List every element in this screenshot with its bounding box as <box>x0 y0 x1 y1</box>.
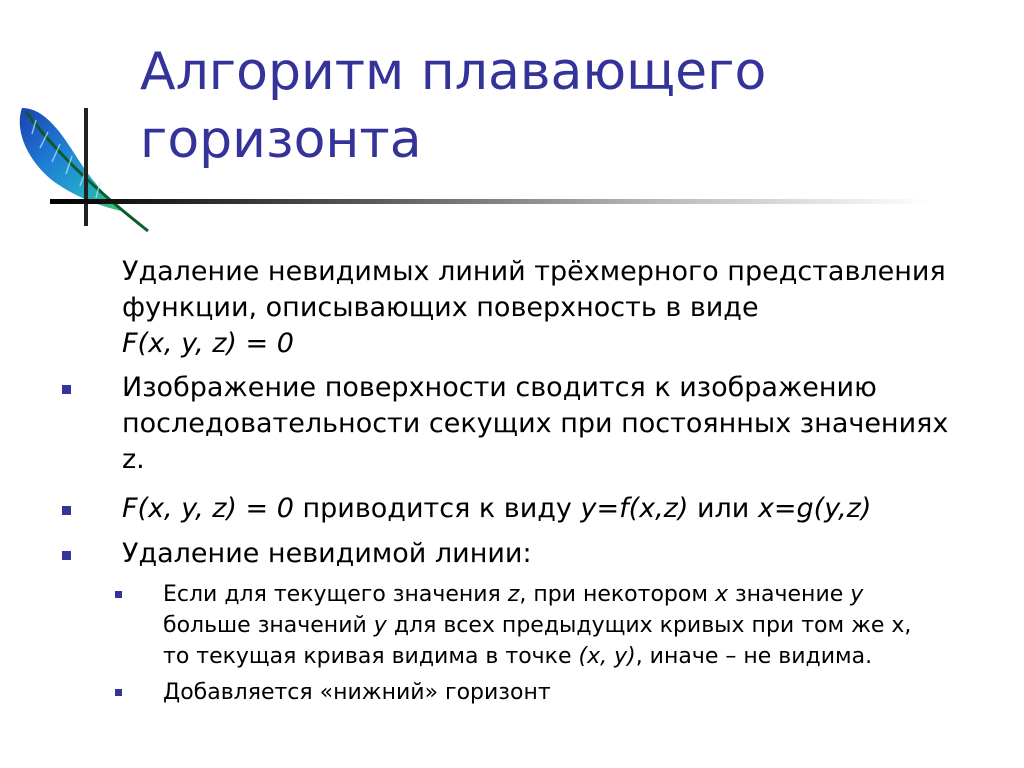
sub-1-var-y2: y <box>373 613 387 638</box>
title-line-1: Алгоритм плавающего <box>140 42 767 102</box>
title-line-2: горизонта <box>140 110 422 170</box>
sub-bullet-2-line-1: Добавляется «нижний» горизонт <box>163 680 551 705</box>
sub-1-text-j: то текущая кривая видима в точке <box>163 644 579 669</box>
bullet-marker <box>62 506 71 515</box>
intro-line-3 <box>122 326 1022 362</box>
intro-paragraph <box>122 254 1022 362</box>
sub-1-var-x: x <box>714 582 728 607</box>
bullet-1-line-2: последовательности секущих при постоянных значениях <box>122 408 949 439</box>
sub-1-text-g: больше значений <box>163 613 374 638</box>
sub-bullet-marker <box>115 689 122 696</box>
title-left-vertical-line <box>84 108 88 226</box>
bullet-item <box>122 536 1022 572</box>
sub-bullet-item <box>163 677 1023 708</box>
sub-bullet-1-line-3 <box>163 641 1023 672</box>
bullet-2-text-1: приводится к виду <box>293 493 581 524</box>
sub-bullet-marker <box>115 591 122 598</box>
sub-1-text-e: значение <box>727 582 851 607</box>
bullet-2-formula-3: x=g(y,z) <box>757 493 872 524</box>
sub-1-point: (x, y) <box>578 644 636 669</box>
bullet-2-text-2: или <box>688 493 758 524</box>
bullet-item <box>122 370 1022 478</box>
sub-bullet-1-line-1 <box>163 579 1023 610</box>
feather-logo <box>8 86 158 240</box>
sub-1-text-a: Если для текущего значения <box>163 582 508 607</box>
intro-line-2: функции, описывающих поверхность в виде <box>122 292 759 323</box>
title-underline <box>50 199 930 204</box>
sub-1-var-y: y <box>850 582 864 607</box>
sub-1-var-z: z <box>507 582 520 607</box>
sub-bullet-item <box>163 579 1023 672</box>
sub-1-text-c: , при некотором <box>519 582 715 607</box>
feather-quill-icon <box>8 86 158 236</box>
sub-bullet-1-line-2 <box>163 610 1023 641</box>
bullet-marker <box>62 551 71 560</box>
sub-1-text-i: для всех предыдущих кривых при том же x, <box>386 613 912 638</box>
bullet-1-line-3: z. <box>122 444 145 475</box>
bullet-3-line-1: Удаление невидимой линии: <box>122 538 532 569</box>
bullet-2-line-1 <box>122 491 1022 527</box>
bullet-1-line-1: Изображение поверхности сводится к изображению <box>122 372 877 403</box>
intro-line-1: Удаление невидимых линий трёхмерного представления <box>122 256 946 287</box>
bullet-marker <box>62 385 71 394</box>
bullet-2-formula-1: F(x, y, z) = 0 <box>122 493 294 524</box>
intro-formula: F(x, y, z) = 0 <box>122 328 294 359</box>
bullet-item <box>122 491 1022 527</box>
slide-title <box>140 38 766 174</box>
sub-1-text-l: , иначе – не видима. <box>635 644 873 669</box>
bullet-2-formula-2: y=f(x,z) <box>580 493 689 524</box>
